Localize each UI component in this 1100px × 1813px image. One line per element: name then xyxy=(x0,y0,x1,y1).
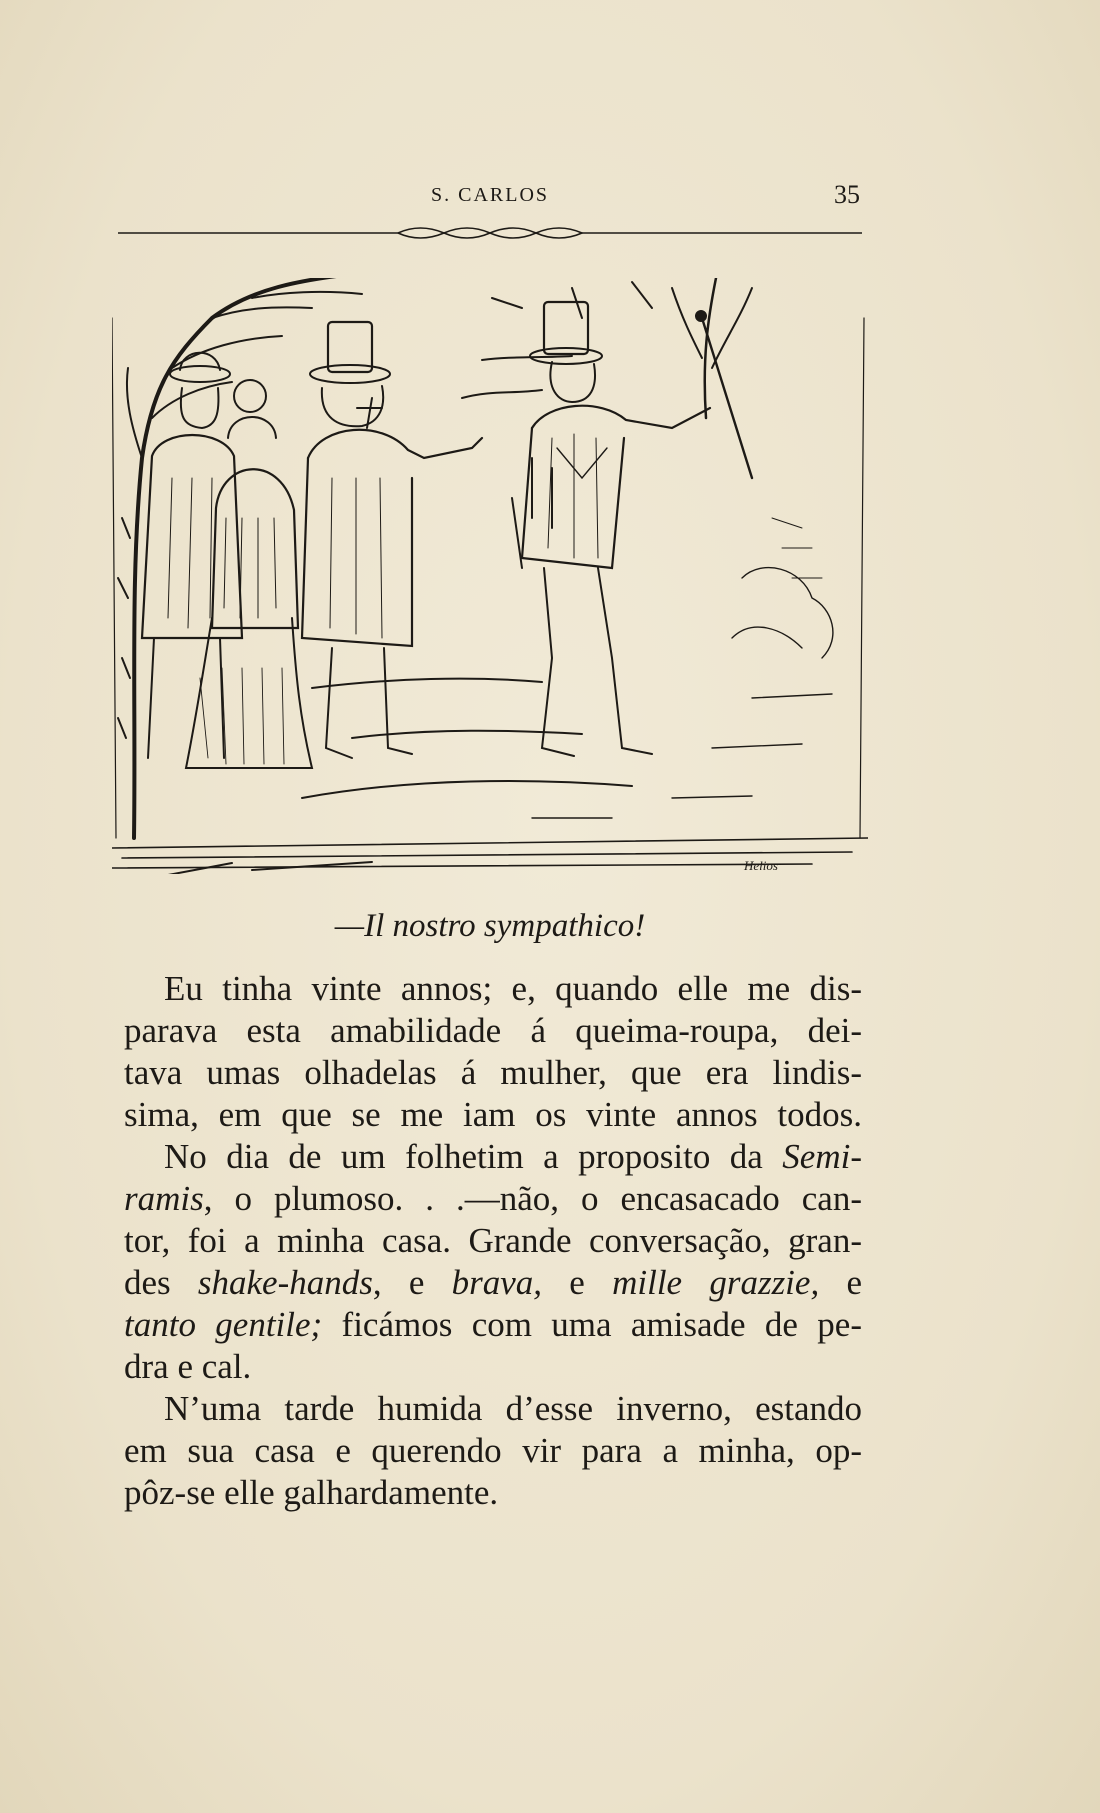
text-run: No dia de um folhetim a proposito da xyxy=(164,1137,783,1176)
text-line xyxy=(124,1178,862,1220)
engraving-illustration xyxy=(112,278,868,874)
text-line: parava esta amabilidade á queima-roupa, dei- xyxy=(124,1011,862,1050)
text-line xyxy=(124,1304,862,1346)
illustration-caption: —Il nostro sympathico! xyxy=(334,908,646,944)
text-line xyxy=(124,1262,862,1304)
text-line: pôz-se elle galhardamente. xyxy=(124,1473,499,1512)
body-text xyxy=(124,968,862,1514)
text-run: , o plumoso. . .—não, o encasacado can- xyxy=(203,1179,862,1218)
text-line: tor, foi a minha casa. Grande conversação, gran- xyxy=(124,1221,862,1260)
text-run: des xyxy=(124,1263,198,1302)
ornamental-rule xyxy=(118,222,862,244)
page-number: 35 xyxy=(834,180,860,209)
running-head xyxy=(118,180,862,220)
text-line: N’uma tarde humida d’esse inverno, estando xyxy=(164,1389,862,1428)
text-line: sima, em que se me iam os vinte annos todos. xyxy=(124,1095,862,1134)
text-run: , e xyxy=(372,1263,452,1302)
text-run: e xyxy=(819,1263,862,1302)
text-line: Eu tinha vinte annos; e, quando elle me dis- xyxy=(164,969,862,1008)
text-line: tava umas olhadelas á mulher, que era lindis- xyxy=(124,1053,862,1092)
italic-text: mille grazzie, xyxy=(612,1263,820,1302)
running-title: S. CARLOS xyxy=(430,184,550,206)
italic-text: shake-hands xyxy=(197,1263,373,1302)
text-line: em sua casa e querendo vir para a minha, op- xyxy=(124,1431,862,1470)
italic-text: brava, xyxy=(451,1263,543,1302)
text-line: dra e cal. xyxy=(124,1347,252,1386)
italic-text: ramis xyxy=(124,1179,204,1218)
italic-text: Semi- xyxy=(782,1137,862,1176)
text-run: e xyxy=(542,1263,613,1302)
text-run: ficámos com uma amisade de pe- xyxy=(322,1305,862,1344)
engraving-art xyxy=(112,278,868,874)
artist-signature: Helios xyxy=(744,858,778,873)
text-line xyxy=(124,1136,862,1178)
italic-text: tanto gentile; xyxy=(124,1305,323,1344)
